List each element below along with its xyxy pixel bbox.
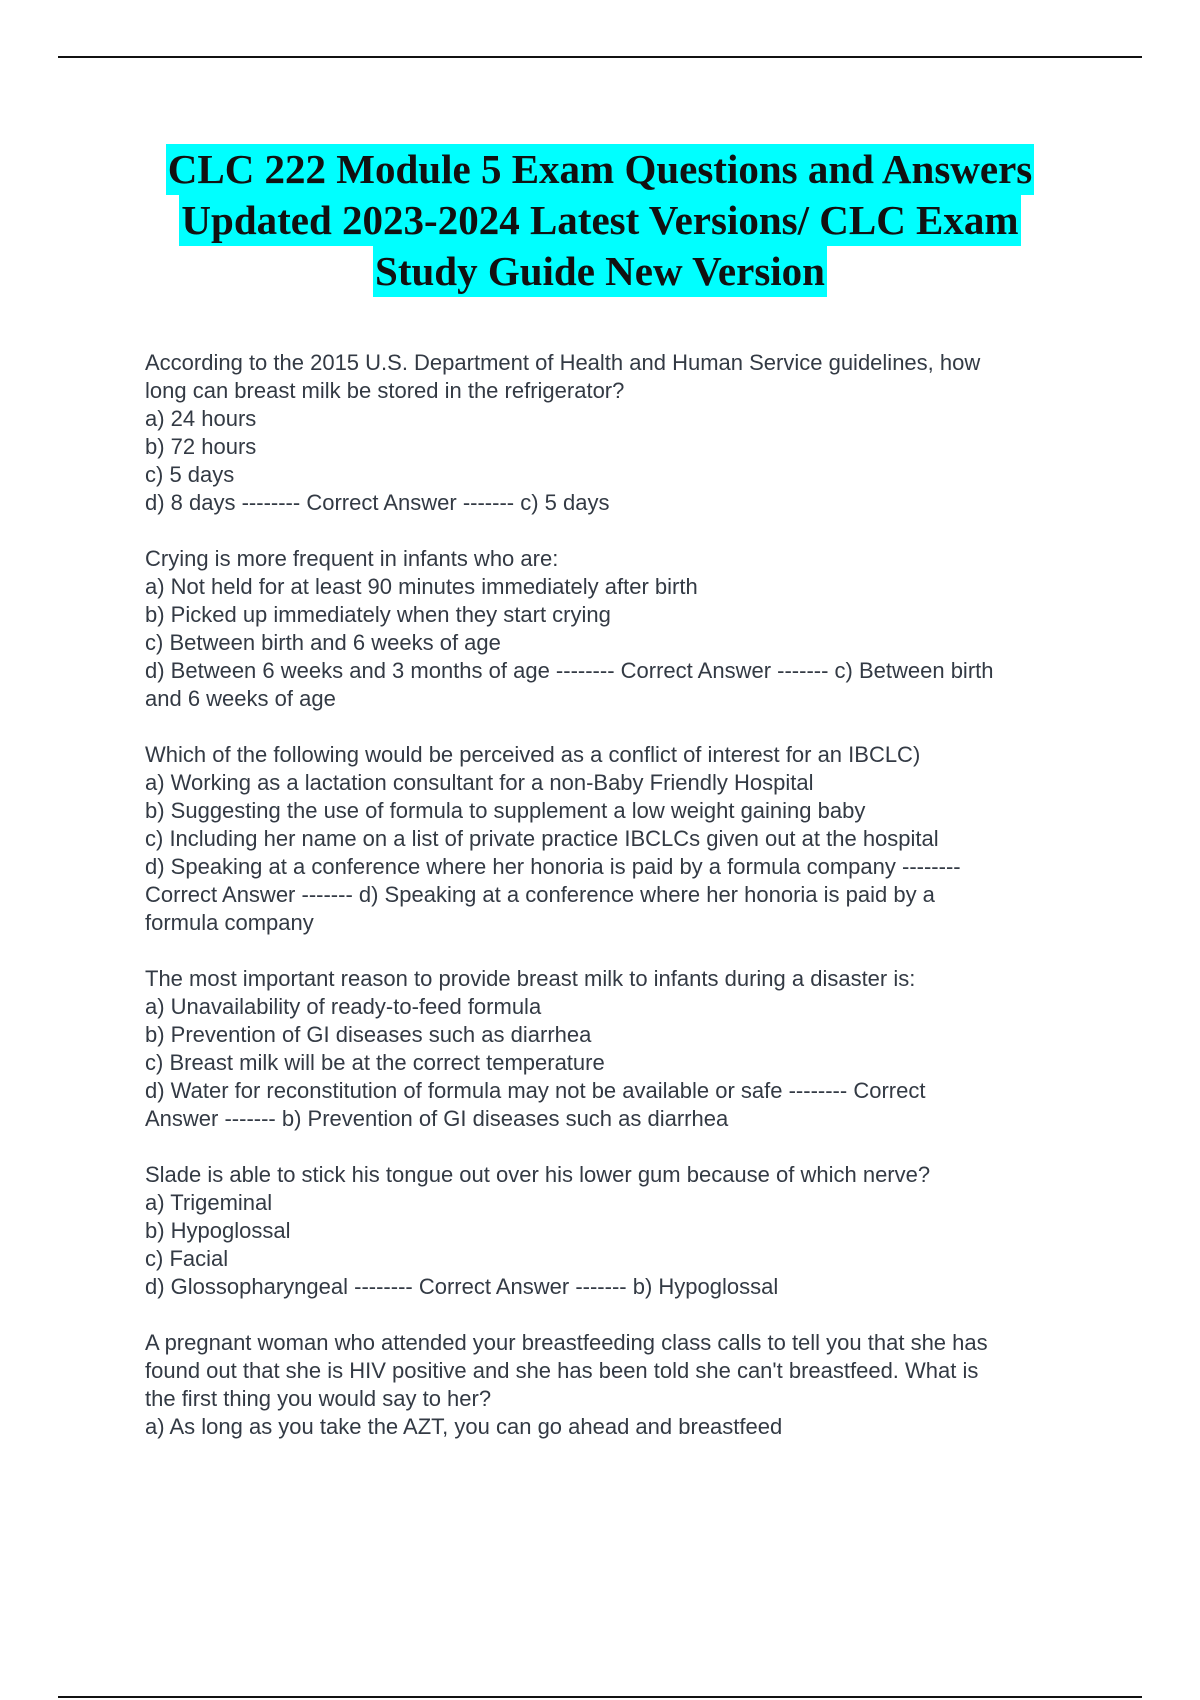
question-line: b) Suggesting the use of formula to supplement a low weight gaining baby [145, 798, 866, 823]
question-text-line: Which of the following would be perceived as a conflict of interest for an IBCLC) [145, 742, 921, 767]
question-line: c) Including her name on a list of private practice IBCLCs given out at the hospital [145, 826, 939, 851]
question-block [145, 965, 1095, 1133]
question-line: long can breast milk be stored in the refrigerator? [145, 378, 625, 403]
question-line: a) Working as a lactation consultant for a non-Baby Friendly Hospital [145, 770, 814, 795]
question-line: b) 72 hours [145, 434, 257, 459]
bottom-rule [58, 1696, 1142, 1698]
question-line: d) Between 6 weeks and 3 months of age -------- Correct Answer ------- c) Between birth [145, 658, 994, 683]
question-line: c) 5 days [145, 462, 235, 487]
title-line-1: CLC 222 Module 5 Exam Questions and Answers [166, 144, 1035, 195]
question-text-line: A pregnant woman who attended your breastfeeding class calls to tell you that she has [145, 1330, 988, 1355]
question-line: d) Speaking at a conference where her honoria is paid by a formula company -------- [145, 854, 961, 879]
question-line: c) Facial [145, 1246, 229, 1271]
question-line: the first thing you would say to her? [145, 1386, 492, 1411]
question-text-line: Crying is more frequent in infants who are: [145, 546, 559, 571]
question-line: found out that she is HIV positive and she has been told she can't breastfeed. What is [145, 1358, 979, 1383]
question-line: b) Picked up immediately when they start crying [145, 602, 611, 627]
question-line: and 6 weeks of age [145, 686, 336, 711]
question-block [145, 1329, 1095, 1441]
question-block [145, 741, 1095, 937]
question-line: b) Hypoglossal [145, 1218, 291, 1243]
question-line: b) Prevention of GI diseases such as diarrhea [145, 1022, 592, 1047]
question-line: d) Glossopharyngeal -------- Correct Answer ------- b) Hypoglossal [145, 1274, 779, 1299]
question-line: d) 8 days -------- Correct Answer ------- c) 5 days [145, 490, 610, 515]
question-line: a) Unavailability of ready-to-feed formula [145, 994, 542, 1019]
question-line: a) 24 hours [145, 406, 257, 431]
question-block [145, 349, 1095, 517]
question-text-line: Slade is able to stick his tongue out over his lower gum because of which nerve? [145, 1162, 931, 1187]
question-line: c) Between birth and 6 weeks of age [145, 630, 501, 655]
question-text-line: The most important reason to provide breast milk to infants during a disaster is: [145, 966, 916, 991]
question-line: Answer ------- b) Prevention of GI diseases such as diarrhea [145, 1106, 729, 1131]
title-line-3: Study Guide New Version [373, 246, 827, 297]
question-line: formula company [145, 910, 314, 935]
document-title [60, 144, 1140, 297]
question-line: a) As long as you take the AZT, you can go ahead and breastfeed [145, 1414, 783, 1439]
top-rule [58, 56, 1142, 58]
question-line: a) Trigeminal [145, 1190, 273, 1215]
title-line-2: Updated 2023-2024 Latest Versions/ CLC Exam [179, 195, 1020, 246]
question-line: Correct Answer ------- d) Speaking at a conference where her honoria is paid by a [145, 882, 935, 907]
question-line: d) Water for reconstitution of formula may not be available or safe -------- Correct [145, 1078, 926, 1103]
question-block [145, 1161, 1095, 1301]
question-text-line: According to the 2015 U.S. Department of Health and Human Service guidelines, how [145, 350, 981, 375]
question-block [145, 545, 1095, 713]
question-list [145, 349, 1095, 1469]
question-line: c) Breast milk will be at the correct temperature [145, 1050, 605, 1075]
question-line: a) Not held for at least 90 minutes immediately after birth [145, 574, 698, 599]
